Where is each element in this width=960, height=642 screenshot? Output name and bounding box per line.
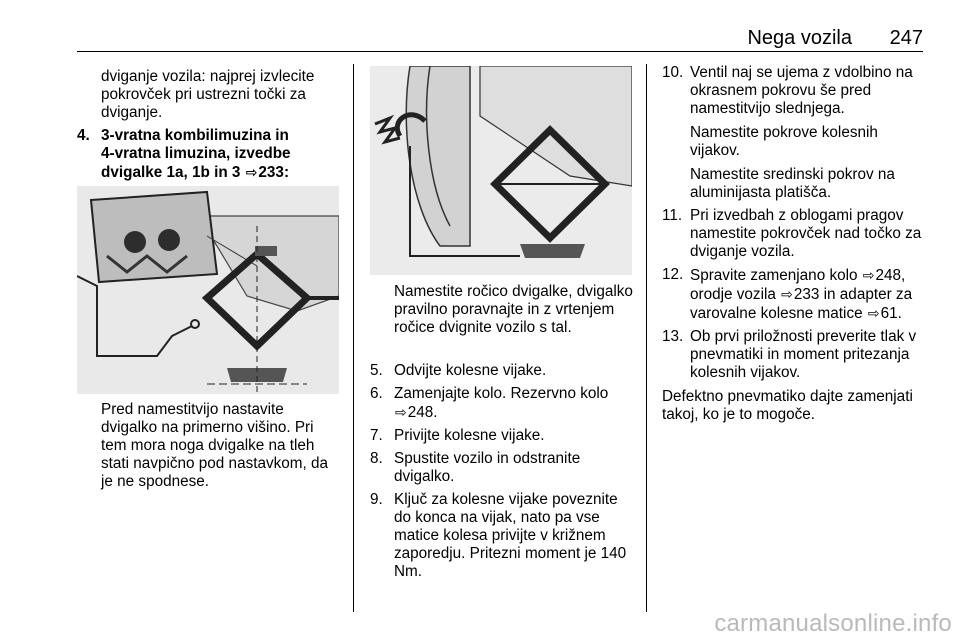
watermark: carmanualsonline.info bbox=[714, 610, 952, 637]
arrow-icon[interactable]: ⇨ bbox=[245, 164, 258, 180]
item-text: Ključ za kolesne vijake poveznite do konca na vijak, nato pa vse matice kolesa privijte v križnem zaporedju. Pritezni moment je 140 Nm. bbox=[394, 491, 627, 580]
closing-paragraph: Defektno pnevmatiko dajte zamenjati takoj, ko je to mogoče. bbox=[662, 388, 913, 423]
item-text: varovalne kolesne matice bbox=[690, 305, 863, 322]
item-number: 12. bbox=[662, 266, 684, 283]
caption-1-text: Pred namestitvijo nastavite dvigalko na primerno višino. Pri tem mora noga dvigalke na tleh stati navpično pod nastavkom, da je ne spodnese. bbox=[101, 401, 329, 490]
page-ref-link[interactable]: 233: bbox=[258, 164, 290, 181]
page-ref-link[interactable]: 233 in adapter za bbox=[793, 286, 913, 303]
item-number: 7. bbox=[370, 427, 383, 444]
jack-crank-figure bbox=[370, 66, 632, 275]
arrow-icon[interactable]: ⇨ bbox=[781, 286, 793, 302]
continued-paragraph: dviganje vozila: najprej izvlecite pokrovček pri ustrezni točki za dviganje. bbox=[101, 68, 315, 121]
caption-2-text: Namestite ročico dvigalke, dvigalko pravilno poravnajte in z vrtenjem ročice dvignite vozilo s tal. bbox=[394, 283, 633, 336]
item-text: Spustite vozilo in odstranite dvigalko. bbox=[394, 450, 581, 485]
caption-1 bbox=[101, 401, 341, 491]
item-text: Privijte kolesne vijake. bbox=[394, 427, 545, 444]
item-number: 8. bbox=[370, 450, 383, 467]
item-text: Zamenjajte kolo. Rezervno kolo bbox=[394, 385, 609, 402]
item-4-title-line2: 4-vratna limuzina, izvedbe bbox=[101, 145, 291, 162]
list-item-10 bbox=[662, 64, 928, 202]
item-text: Spravite zamenjano kolo bbox=[690, 267, 858, 284]
list-item-7 bbox=[370, 427, 636, 445]
column-1 bbox=[77, 68, 342, 182]
arrow-icon[interactable]: ⇨ bbox=[867, 305, 880, 321]
header-rule bbox=[77, 51, 923, 52]
item-10-subpara-1: Namestite pokrove kolesnih vijakov. bbox=[690, 124, 878, 159]
page-ref-link[interactable]: 61. bbox=[880, 305, 902, 322]
jack-placement-figure bbox=[77, 186, 339, 394]
item-text: orodje vozila bbox=[690, 286, 776, 303]
section-title: Nega vozila bbox=[747, 27, 852, 49]
item-number: 11. bbox=[662, 207, 683, 224]
item-number: 10. bbox=[662, 64, 684, 81]
column-divider-2 bbox=[646, 64, 647, 612]
item-number: 6. bbox=[370, 385, 383, 402]
column-3 bbox=[662, 64, 928, 424]
list-item-12 bbox=[662, 266, 928, 323]
list-item-13 bbox=[662, 328, 928, 382]
item-text: Pri izvedbah z oblogami pragov namestite pokrovček nad točko za dviganje vozila. bbox=[690, 207, 922, 260]
item-number: 9. bbox=[370, 491, 383, 508]
page-header bbox=[0, 0, 960, 52]
column-divider-1 bbox=[353, 64, 354, 612]
item-4-title-line3 bbox=[101, 163, 342, 182]
steps-5-9 bbox=[370, 357, 636, 581]
arrow-icon[interactable]: ⇨ bbox=[395, 404, 407, 420]
item-4-title-text: dvigalke 1a, 1b in 3 bbox=[101, 164, 241, 181]
item-4-title-line1: 3-vratna kombilimuzina in bbox=[101, 127, 289, 144]
list-item-6 bbox=[370, 385, 636, 422]
list-item-5 bbox=[370, 362, 636, 380]
caption-2 bbox=[394, 283, 634, 337]
item-number: 5. bbox=[370, 362, 383, 379]
item-text: Odvijte kolesne vijake. bbox=[394, 362, 547, 379]
page-ref-link[interactable]: 248. bbox=[407, 404, 438, 421]
arrow-icon[interactable]: ⇨ bbox=[862, 267, 875, 283]
list-item-9 bbox=[370, 491, 636, 581]
jack-illustration bbox=[77, 186, 339, 394]
page-ref-link[interactable]: 248, bbox=[875, 267, 906, 284]
item-number: 13. bbox=[662, 328, 684, 345]
list-item-4 bbox=[77, 127, 342, 182]
list-item-8 bbox=[370, 450, 636, 486]
page-number: 247 bbox=[889, 27, 923, 49]
jack-crank-illustration bbox=[370, 66, 632, 275]
item-10-subpara-2: Namestite sredinski pokrov na aluminijasta platišča. bbox=[690, 166, 895, 201]
item-text: Ob prvi priložnosti preverite tlak v pnevmatiki in moment pritezanja kolesnih vijakov. bbox=[690, 328, 917, 381]
list-item-11 bbox=[662, 207, 928, 261]
item-text: Ventil naj se ujema z vdolbino na okrasnem pokrovu še pred namestitvijo slednjega. bbox=[690, 64, 913, 117]
item-number: 4. bbox=[77, 127, 90, 144]
